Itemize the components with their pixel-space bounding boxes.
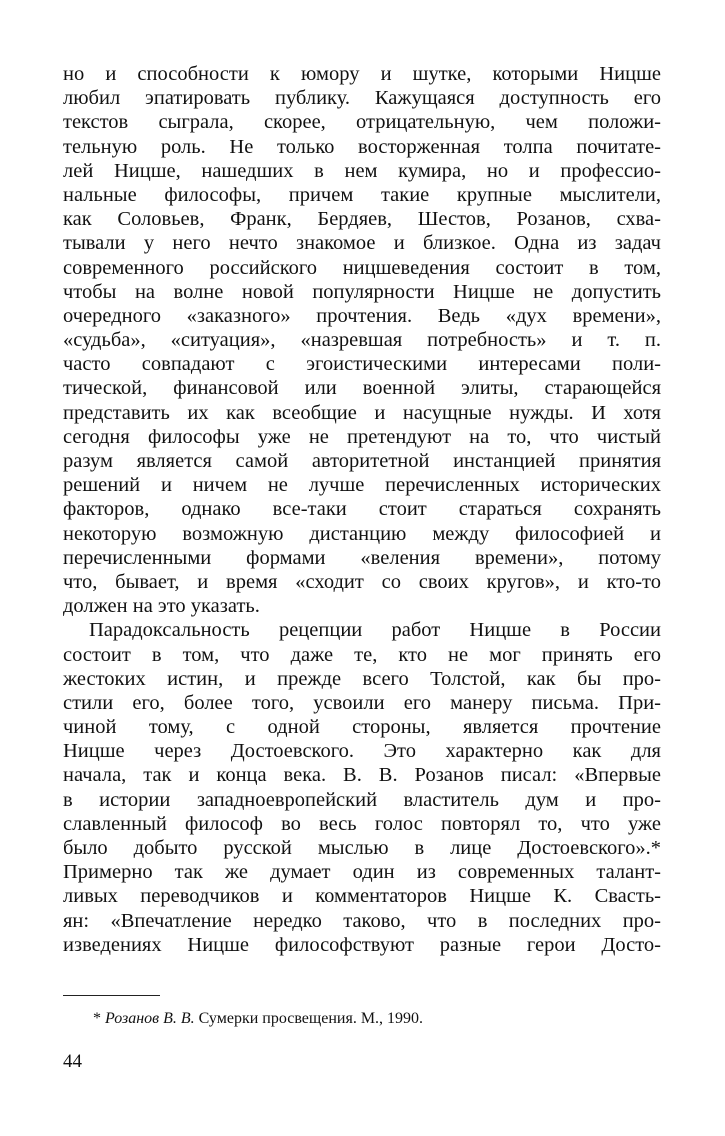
text-line: часто совпадают с эгоистическими интересами поли- [63,353,661,376]
text-line: любил эпатировать публику. Кажущаяся доступность его [63,87,661,110]
text-line: тической, финансовой или военной элиты, старающейся [63,377,661,400]
text-line: представить их как всеобщие и насущные нужды. И хотя [63,401,661,424]
text-line: что, бывает, и время «сходит со своих кругов», и кто-то [63,570,661,593]
text-line: очередного «заказного» прочтения. Ведь «дух времени», [63,304,661,327]
text-line: факторов, однако все-таки стоит стараться сохранять [63,498,661,521]
text-line: чтобы на волне новой популярности Ницше не допустить [63,280,661,303]
text-line: в истории западноевропейский властитель дум и про- [63,788,661,811]
text-line: чиной тому, с одной стороны, является прочтение [63,716,661,739]
text-line: начала, так и конца века. В. В. Розанов писал: «Впервые [63,764,661,787]
text-line: изведениях Ницше философствуют разные герои Досто- [63,933,661,956]
text-line: перечисленными формами «веления времени», потому [63,546,661,569]
text-line: Парадоксальность рецепции работ Ницше в России [89,619,661,642]
text-line: современного российского ницшеведения состоит в том, [63,256,661,279]
footnote-separator [63,995,160,996]
text-line: славленный философ во весь голос повторял то, что уже [63,812,661,835]
text-line: тельную роль. Не только восторженная толпа почитате- [63,135,661,158]
text-line: жестоких истин, и прежде всего Толстой, как бы про- [63,667,661,690]
text-line: некоторую возможную дистанцию между философией и [63,522,661,545]
text-line: Ницше через Достоевского. Это характерно как для [63,740,661,763]
text-line: «судьба», «ситуация», «назревшая потребность» и т. п. [63,329,661,352]
footnote-author: Розанов В. В. [105,1010,195,1027]
text-line: ян: «Впечатление нередко таково, что в последних про- [63,909,661,932]
text-line: нальные философы, причем такие крупные мыслители, [63,183,661,206]
page-number: 44 [63,1051,82,1072]
text-line: тывали у него нечто знакомое и близкое. Одна из задач [63,232,661,255]
text-line: лей Ницше, нашедших в нем кумира, но и профессио- [63,159,661,182]
text-line: должен на это указать. [63,595,260,618]
text-line: стили его, более того, усвоили его манеру письма. При- [63,691,661,714]
footnote [93,1009,423,1029]
text-line: как Соловьев, Франк, Бердяев, Шестов, Розанов, схва- [63,208,661,231]
paragraph-2 [63,618,661,957]
text-line: Примерно так же думает один из современных талант- [63,861,661,884]
paragraph-1 [63,62,661,618]
text-line: но и способности к юмору и шутке, которыми Ницше [63,63,661,85]
main-text [63,62,661,957]
text-line: сегодня философы уже не претендуют на то, что чистый [63,425,661,448]
footnote-text: Сумерки просвещения. М., 1990. [198,1010,424,1027]
text-line: было добыто русской мыслью в лице Достоевского».* [63,837,661,859]
text-line: состоит в том, что даже те, кто не мог принять его [63,643,661,666]
footnote-marker: * [93,1010,101,1027]
text-line: ливых переводчиков и комментаторов Ницше К. Свасть- [63,885,661,908]
text-line: решений и ничем не лучше перечисленных исторических [63,474,661,497]
text-line: разум является самой авторитетной инстанцией принятия [63,450,661,472]
text-line: текстов сыграла, скорее, отрицательную, чем положи- [63,111,661,134]
